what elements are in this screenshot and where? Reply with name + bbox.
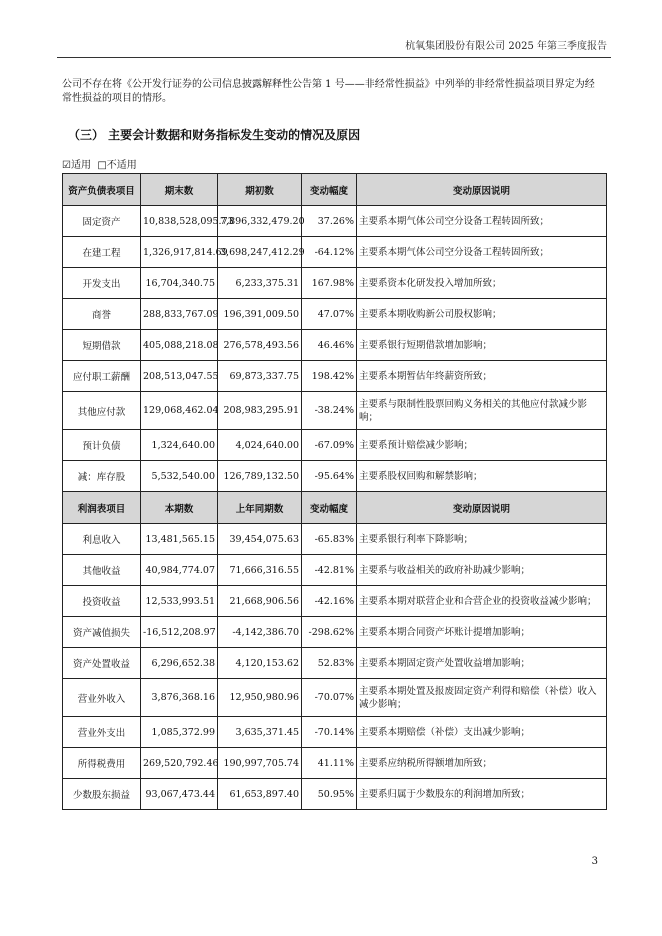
item-cell: 其他应付款 bbox=[63, 392, 141, 430]
item-cell: 预计负债 bbox=[63, 430, 141, 461]
value-cell: 405,088,218.08 bbox=[141, 330, 218, 361]
column-header: 资产负债表项目 bbox=[63, 174, 141, 206]
reason-cell: 主要系本期暂估年终薪资所致； bbox=[357, 361, 607, 392]
value-cell: 69,873,337.75 bbox=[218, 361, 302, 392]
item-cell: 其他收益 bbox=[63, 555, 141, 586]
value-cell: 208,983,295.91 bbox=[218, 392, 302, 430]
checked-checkbox-icon: ☑ bbox=[62, 160, 71, 171]
change-table bbox=[62, 173, 607, 810]
reason-cell: 主要系本期合同资产坏账计提增加影响； bbox=[357, 617, 607, 648]
reason-cell: 主要系本期气体公司空分设备工程转固所致； bbox=[357, 206, 607, 237]
item-cell: 资产处置收益 bbox=[63, 648, 141, 679]
column-header: 变动幅度 bbox=[302, 174, 357, 206]
change-cell: -95.64% bbox=[302, 461, 357, 492]
table-row bbox=[63, 779, 607, 810]
value-cell: 21,668,906.56 bbox=[218, 586, 302, 617]
value-cell: 3,876,368.16 bbox=[141, 679, 218, 717]
value-cell: 10,838,528,095.73 bbox=[141, 206, 218, 237]
value-cell: 288,833,767.09 bbox=[141, 299, 218, 330]
reason-cell: 主要系归属于少数股东的利润增加所致； bbox=[357, 779, 607, 810]
item-cell: 营业外收入 bbox=[63, 679, 141, 717]
item-cell: 资产减值损失 bbox=[63, 617, 141, 648]
table-row bbox=[63, 555, 607, 586]
change-cell: -64.12% bbox=[302, 237, 357, 268]
item-cell: 固定资产 bbox=[63, 206, 141, 237]
table-row bbox=[63, 679, 607, 717]
value-cell: 1,085,372.99 bbox=[141, 717, 218, 748]
unchecked-checkbox-icon: □ bbox=[97, 160, 107, 171]
reason-cell: 主要系本期赔偿（补偿）支出减少影响； bbox=[357, 717, 607, 748]
change-cell: 37.26% bbox=[302, 206, 357, 237]
item-cell: 利息收入 bbox=[63, 524, 141, 555]
item-cell: 开发支出 bbox=[63, 268, 141, 299]
reason-cell: 主要系银行利率下降影响； bbox=[357, 524, 607, 555]
change-cell: 167.98% bbox=[302, 268, 357, 299]
value-cell: 16,704,340.75 bbox=[141, 268, 218, 299]
column-header: 期初数 bbox=[218, 174, 302, 206]
column-header: 利润表项目 bbox=[63, 492, 141, 524]
table-row bbox=[63, 648, 607, 679]
value-cell: 4,024,640.00 bbox=[218, 430, 302, 461]
change-cell: -70.14% bbox=[302, 717, 357, 748]
reason-cell: 主要系股权回购和解禁影响； bbox=[357, 461, 607, 492]
reason-cell: 主要系与限制性股票回购义务相关的其他应付款减少影响； bbox=[357, 392, 607, 430]
table-row bbox=[63, 361, 607, 392]
change-cell: 47.07% bbox=[302, 299, 357, 330]
change-cell: -42.16% bbox=[302, 586, 357, 617]
value-cell: 1,326,917,814.69 bbox=[141, 237, 218, 268]
value-cell: 208,513,047.55 bbox=[141, 361, 218, 392]
value-cell: 190,997,705.74 bbox=[218, 748, 302, 779]
item-cell: 短期借款 bbox=[63, 330, 141, 361]
column-header: 本期数 bbox=[141, 492, 218, 524]
column-header: 变动原因说明 bbox=[357, 492, 607, 524]
column-header: 变动原因说明 bbox=[357, 174, 607, 206]
table-row bbox=[63, 617, 607, 648]
header-divider bbox=[57, 57, 611, 58]
value-cell: 61,653,897.40 bbox=[218, 779, 302, 810]
change-cell: -65.83% bbox=[302, 524, 357, 555]
table-row bbox=[63, 330, 607, 361]
reason-cell: 主要系本期固定资产处置收益增加影响； bbox=[357, 648, 607, 679]
value-cell: 40,984,774.07 bbox=[141, 555, 218, 586]
applicability-options bbox=[62, 156, 137, 171]
value-cell: -16,512,208.97 bbox=[141, 617, 218, 648]
item-cell: 减：库存股 bbox=[63, 461, 141, 492]
value-cell: 196,391,009.50 bbox=[218, 299, 302, 330]
balance-header-row bbox=[63, 174, 607, 206]
reason-cell: 主要系本期对联营企业和合营企业的投资收益减少影响； bbox=[357, 586, 607, 617]
page-header-title: 杭氧集团股份有限公司 2025 年第三季度报告 bbox=[405, 41, 607, 52]
income-header-row bbox=[63, 492, 607, 524]
change-cell: -42.81% bbox=[302, 555, 357, 586]
table-row bbox=[63, 586, 607, 617]
reason-cell: 主要系应纳税所得额增加所致； bbox=[357, 748, 607, 779]
table-row bbox=[63, 524, 607, 555]
value-cell: 269,520,792.46 bbox=[141, 748, 218, 779]
item-cell: 在建工程 bbox=[63, 237, 141, 268]
item-cell: 商誉 bbox=[63, 299, 141, 330]
section-title: （三） 主要会计数据和财务指标发生变动的情况及原因 bbox=[68, 128, 361, 142]
table-row bbox=[63, 717, 607, 748]
value-cell: 126,789,132.50 bbox=[218, 461, 302, 492]
column-header: 上年同期数 bbox=[218, 492, 302, 524]
value-cell: 276,578,493.56 bbox=[218, 330, 302, 361]
value-cell: 3,698,247,412.29 bbox=[218, 237, 302, 268]
table-row bbox=[63, 430, 607, 461]
value-cell: 4,120,153.62 bbox=[218, 648, 302, 679]
reason-cell: 主要系本期收购新公司股权影响； bbox=[357, 299, 607, 330]
value-cell: 1,324,640.00 bbox=[141, 430, 218, 461]
change-cell: 198.42% bbox=[302, 361, 357, 392]
reason-cell: 主要系与收益相关的政府补助减少影响； bbox=[357, 555, 607, 586]
change-cell: -67.09% bbox=[302, 430, 357, 461]
value-cell: 6,296,652.38 bbox=[141, 648, 218, 679]
value-cell: 93,067,473.44 bbox=[141, 779, 218, 810]
value-cell: 12,533,993.51 bbox=[141, 586, 218, 617]
value-cell: 7,896,332,479.20 bbox=[218, 206, 302, 237]
value-cell: 39,454,075.63 bbox=[218, 524, 302, 555]
item-cell: 投资收益 bbox=[63, 586, 141, 617]
change-cell: 52.83% bbox=[302, 648, 357, 679]
page-number: 3 bbox=[591, 856, 598, 867]
item-cell: 所得税费用 bbox=[63, 748, 141, 779]
value-cell: 129,068,462.04 bbox=[141, 392, 218, 430]
reason-cell: 主要系本期处置及报废固定资产利得和赔偿（补偿）收入减少影响； bbox=[357, 679, 607, 717]
value-cell: 12,950,980.96 bbox=[218, 679, 302, 717]
value-cell: 71,666,316.55 bbox=[218, 555, 302, 586]
table-row bbox=[63, 461, 607, 492]
value-cell: -4,142,386.70 bbox=[218, 617, 302, 648]
change-cell: -298.62% bbox=[302, 617, 357, 648]
reason-cell: 主要系本期气体公司空分设备工程转固所致； bbox=[357, 237, 607, 268]
value-cell: 5,532,540.00 bbox=[141, 461, 218, 492]
table-row bbox=[63, 748, 607, 779]
table-row bbox=[63, 268, 607, 299]
table-row bbox=[63, 237, 607, 268]
item-cell: 营业外支出 bbox=[63, 717, 141, 748]
column-header: 期末数 bbox=[141, 174, 218, 206]
column-header: 变动幅度 bbox=[302, 492, 357, 524]
reason-cell: 主要系预计赔偿减少影响； bbox=[357, 430, 607, 461]
item-cell: 应付职工薪酬 bbox=[63, 361, 141, 392]
intro-paragraph: 公司不存在将《公开发行证券的公司信息披露解释性公告第 1 号——非经常性损益》中列举的非经常性损益项目界定为经常性损益的项目的情形。 bbox=[62, 79, 595, 104]
change-cell: -70.07% bbox=[302, 679, 357, 717]
change-cell: 46.46% bbox=[302, 330, 357, 361]
change-cell: -38.24% bbox=[302, 392, 357, 430]
not-applicable-label: 不适用 bbox=[106, 160, 137, 171]
value-cell: 6,233,375.31 bbox=[218, 268, 302, 299]
value-cell: 3,635,371.45 bbox=[218, 717, 302, 748]
change-cell: 41.11% bbox=[302, 748, 357, 779]
value-cell: 13,481,565.15 bbox=[141, 524, 218, 555]
change-cell: 50.95% bbox=[302, 779, 357, 810]
applicable-label: 适用 bbox=[70, 160, 91, 171]
table-row bbox=[63, 206, 607, 237]
item-cell: 少数股东损益 bbox=[63, 779, 141, 810]
table-row bbox=[63, 392, 607, 430]
reason-cell: 主要系资本化研发投入增加所致； bbox=[357, 268, 607, 299]
reason-cell: 主要系银行短期借款增加影响； bbox=[357, 330, 607, 361]
table-row bbox=[63, 299, 607, 330]
